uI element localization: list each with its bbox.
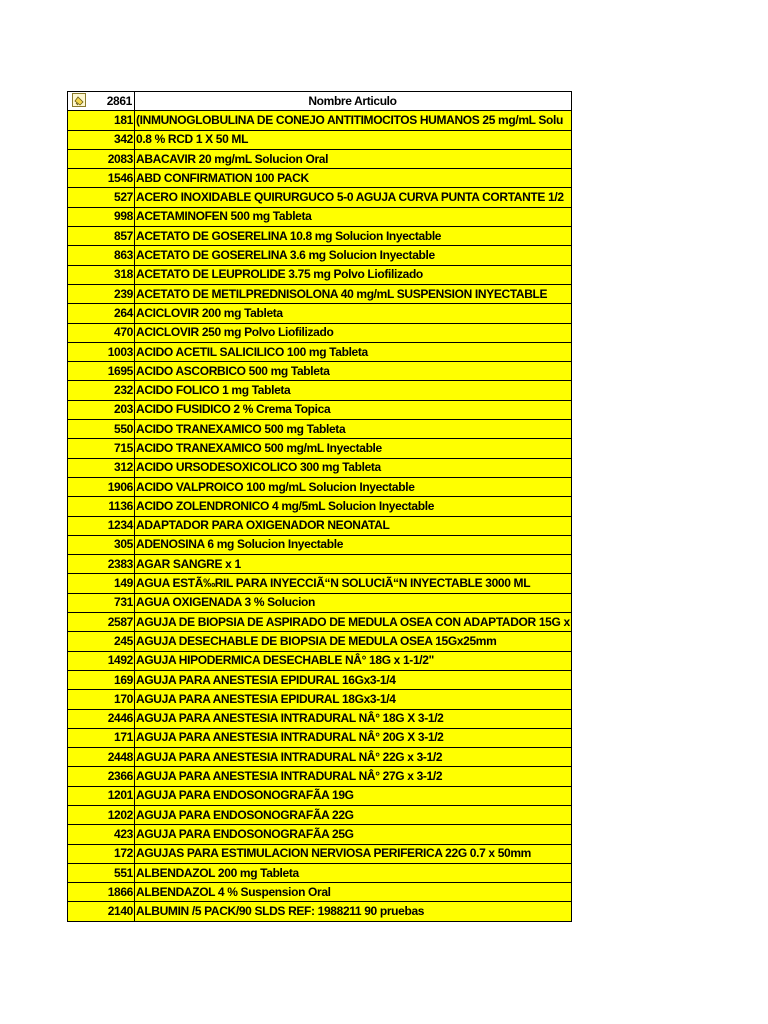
table-row bbox=[68, 516, 572, 535]
code-cell[interactable]: 1695 bbox=[68, 362, 135, 381]
code-cell[interactable]: 1003 bbox=[68, 342, 135, 361]
table-row bbox=[68, 786, 572, 805]
code-cell[interactable]: 342 bbox=[68, 130, 135, 149]
table-row bbox=[68, 284, 572, 303]
name-cell[interactable]: ACERO INOXIDABLE QUIRURGUCO 5-0 AGUJA CURVA PUNTA CORTANTE 1/2 bbox=[135, 188, 572, 207]
spreadsheet-table bbox=[67, 91, 572, 922]
name-cell[interactable]: ACICLOVIR 250 mg Polvo Liofilizado bbox=[135, 323, 572, 342]
code-cell[interactable]: 1546 bbox=[68, 169, 135, 188]
header-code-cell[interactable] bbox=[68, 92, 135, 111]
code-cell[interactable]: 470 bbox=[68, 323, 135, 342]
code-cell[interactable]: 1202 bbox=[68, 805, 135, 824]
code-cell[interactable]: 245 bbox=[68, 632, 135, 651]
table-row bbox=[68, 844, 572, 863]
error-check-icon[interactable] bbox=[72, 93, 86, 107]
code-cell[interactable]: 181 bbox=[68, 111, 135, 130]
name-cell[interactable]: ACICLOVIR 200 mg Tableta bbox=[135, 304, 572, 323]
code-cell[interactable]: 998 bbox=[68, 207, 135, 226]
name-cell[interactable]: (INMUNOGLOBULINA DE CONEJO ANTITIMOCITOS HUMANOS 25 mg/mL Solu bbox=[135, 111, 572, 130]
table-row bbox=[68, 149, 572, 168]
table-row bbox=[68, 227, 572, 246]
code-cell[interactable]: 264 bbox=[68, 304, 135, 323]
code-cell[interactable]: 857 bbox=[68, 227, 135, 246]
code-cell[interactable]: 1866 bbox=[68, 883, 135, 902]
name-cell[interactable]: ALBENDAZOL 200 mg Tableta bbox=[135, 863, 572, 882]
name-cell[interactable]: AGUJA PARA ANESTESIA INTRADURAL NÂ° 20G X 3-1/2 bbox=[135, 728, 572, 747]
table-row bbox=[68, 111, 572, 130]
name-cell[interactable]: AGAR SANGRE x 1 bbox=[135, 555, 572, 574]
table-row bbox=[68, 535, 572, 554]
name-cell[interactable]: ADAPTADOR PARA OXIGENADOR NEONATAL bbox=[135, 516, 572, 535]
code-cell[interactable]: 1906 bbox=[68, 477, 135, 496]
code-cell[interactable]: 715 bbox=[68, 439, 135, 458]
table-row bbox=[68, 690, 572, 709]
table-row bbox=[68, 632, 572, 651]
table-body bbox=[68, 111, 572, 921]
name-cell[interactable]: AGUJA PARA ENDOSONOGRAFÃA 25G bbox=[135, 825, 572, 844]
name-cell[interactable]: AGUJA DESECHABLE DE BIOPSIA DE MEDULA OSEA 15Gx25mm bbox=[135, 632, 572, 651]
table-row bbox=[68, 188, 572, 207]
name-cell[interactable]: AGUA ESTÃ‰RIL PARA INYECCIÃ“N SOLUCIÃ“N INYECTABLE 3000 ML bbox=[135, 574, 572, 593]
table-row bbox=[68, 439, 572, 458]
table-row bbox=[68, 477, 572, 496]
code-cell[interactable]: 2383 bbox=[68, 555, 135, 574]
header-row bbox=[68, 92, 572, 111]
table-row bbox=[68, 670, 572, 689]
table-row bbox=[68, 323, 572, 342]
code-cell[interactable]: 731 bbox=[68, 593, 135, 612]
table-row bbox=[68, 709, 572, 728]
name-cell[interactable]: AGUJA DE BIOPSIA DE ASPIRADO DE MEDULA OSEA CON ADAPTADOR 15G x bbox=[135, 613, 572, 632]
table-row bbox=[68, 825, 572, 844]
table-row bbox=[68, 902, 572, 921]
code-cell[interactable]: 149 bbox=[68, 574, 135, 593]
table-row bbox=[68, 748, 572, 767]
table-row bbox=[68, 420, 572, 439]
table-row bbox=[68, 381, 572, 400]
table-row bbox=[68, 593, 572, 612]
table-row bbox=[68, 805, 572, 824]
table-row bbox=[68, 458, 572, 477]
table-row bbox=[68, 207, 572, 226]
code-cell[interactable]: 171 bbox=[68, 728, 135, 747]
name-cell[interactable]: AGUJA PARA ENDOSONOGRAFÃA 22G bbox=[135, 805, 572, 824]
name-cell[interactable]: AGUJA PARA ANESTESIA INTRADURAL NÂ° 18G X 3-1/2 bbox=[135, 709, 572, 728]
table-row bbox=[68, 362, 572, 381]
name-cell[interactable]: ACIDO TRANEXAMICO 500 mg Tableta bbox=[135, 420, 572, 439]
table-row bbox=[68, 400, 572, 419]
code-cell[interactable]: 527 bbox=[68, 188, 135, 207]
code-cell[interactable]: 1492 bbox=[68, 651, 135, 670]
name-cell[interactable]: ADENOSINA 6 mg Solucion Inyectable bbox=[135, 535, 572, 554]
name-cell[interactable]: ACIDO TRANEXAMICO 500 mg/mL Inyectable bbox=[135, 439, 572, 458]
table-row bbox=[68, 613, 572, 632]
code-cell[interactable]: 551 bbox=[68, 863, 135, 882]
header-name-cell[interactable] bbox=[135, 92, 572, 111]
name-cell[interactable]: ACIDO ASCORBICO 500 mg Tableta bbox=[135, 362, 572, 381]
table-row bbox=[68, 574, 572, 593]
table-row bbox=[68, 651, 572, 670]
name-cell[interactable]: ACIDO ZOLENDRONICO 4 mg/5mL Solucion Inyectable bbox=[135, 497, 572, 516]
table-row bbox=[68, 130, 572, 149]
name-cell[interactable]: ACIDO URSODESOXICOLICO 300 mg Tableta bbox=[135, 458, 572, 477]
name-cell[interactable]: ACETATO DE GOSERELINA 3.6 mg Solucion Inyectable bbox=[135, 246, 572, 265]
header-name-label: Nombre Articulo bbox=[308, 93, 397, 108]
table-row bbox=[68, 169, 572, 188]
code-cell[interactable]: 203 bbox=[68, 400, 135, 419]
table-row bbox=[68, 342, 572, 361]
name-cell[interactable]: AGUJA HIPODERMICA DESECHABLE NÂ° 18G x 1-1/2" bbox=[135, 651, 572, 670]
code-cell[interactable]: 2083 bbox=[68, 149, 135, 168]
name-cell[interactable]: ACETATO DE GOSERELINA 10.8 mg Solucion Inyectable bbox=[135, 227, 572, 246]
table-row bbox=[68, 883, 572, 902]
code-cell[interactable]: 239 bbox=[68, 284, 135, 303]
name-cell[interactable]: ABD CONFIRMATION 100 PACK bbox=[135, 169, 572, 188]
code-cell[interactable]: 1201 bbox=[68, 786, 135, 805]
code-cell[interactable]: 312 bbox=[68, 458, 135, 477]
name-cell[interactable]: AGUJA PARA ANESTESIA EPIDURAL 16Gx3-1/4 bbox=[135, 670, 572, 689]
code-cell[interactable]: 2140 bbox=[68, 902, 135, 921]
name-cell[interactable]: AGUA OXIGENADA 3 % Solucion bbox=[135, 593, 572, 612]
name-cell[interactable]: ACETATO DE LEUPROLIDE 3.75 mg Polvo Liofilizado bbox=[135, 265, 572, 284]
name-cell[interactable]: AGUJA PARA ANESTESIA EPIDURAL 18Gx3-1/4 bbox=[135, 690, 572, 709]
name-cell[interactable]: ACIDO FUSIDICO 2 % Crema Topica bbox=[135, 400, 572, 419]
code-cell[interactable]: 318 bbox=[68, 265, 135, 284]
code-cell[interactable]: 305 bbox=[68, 535, 135, 554]
name-cell[interactable]: ALBUMIN /5 PACK/90 SLDS REF: 1988211 90 pruebas bbox=[135, 902, 572, 921]
table-row bbox=[68, 265, 572, 284]
code-cell[interactable]: 423 bbox=[68, 825, 135, 844]
table-row bbox=[68, 555, 572, 574]
code-cell[interactable]: 232 bbox=[68, 381, 135, 400]
name-cell[interactable]: AGUJA PARA ANESTESIA INTRADURAL NÂ° 27G x 3-1/2 bbox=[135, 767, 572, 786]
name-cell[interactable]: AGUJAS PARA ESTIMULACION NERVIOSA PERIFERICA 22G 0.7 x 50mm bbox=[135, 844, 572, 863]
name-cell[interactable]: AGUJA PARA ANESTESIA INTRADURAL NÂ° 22G x 3-1/2 bbox=[135, 748, 572, 767]
code-cell[interactable]: 2366 bbox=[68, 767, 135, 786]
name-cell[interactable]: ACIDO VALPROICO 100 mg/mL Solucion Inyectable bbox=[135, 477, 572, 496]
table-row bbox=[68, 497, 572, 516]
table-row bbox=[68, 728, 572, 747]
header-code-label: 2861 bbox=[106, 93, 132, 108]
table-row bbox=[68, 304, 572, 323]
code-cell[interactable]: 2446 bbox=[68, 709, 135, 728]
code-cell[interactable]: 169 bbox=[68, 670, 135, 689]
name-cell[interactable]: ACETATO DE METILPREDNISOLONA 40 mg/mL SUSPENSION INYECTABLE bbox=[135, 284, 572, 303]
name-cell[interactable]: ACIDO FOLICO 1 mg Tableta bbox=[135, 381, 572, 400]
name-cell[interactable]: ACETAMINOFEN 500 mg Tableta bbox=[135, 207, 572, 226]
name-cell[interactable]: ALBENDAZOL 4 % Suspension Oral bbox=[135, 883, 572, 902]
name-cell[interactable]: 0.8 % RCD 1 X 50 ML bbox=[135, 130, 572, 149]
code-cell[interactable]: 2448 bbox=[68, 748, 135, 767]
table-row bbox=[68, 863, 572, 882]
code-cell[interactable]: 170 bbox=[68, 690, 135, 709]
name-cell[interactable]: ACIDO ACETIL SALICILICO 100 mg Tableta bbox=[135, 342, 572, 361]
code-cell[interactable]: 1136 bbox=[68, 497, 135, 516]
code-cell[interactable]: 1234 bbox=[68, 516, 135, 535]
table-row bbox=[68, 767, 572, 786]
code-cell[interactable]: 2587 bbox=[68, 613, 135, 632]
code-cell[interactable]: 863 bbox=[68, 246, 135, 265]
code-cell[interactable]: 550 bbox=[68, 420, 135, 439]
code-cell[interactable]: 172 bbox=[68, 844, 135, 863]
name-cell[interactable]: AGUJA PARA ENDOSONOGRAFÃA 19G bbox=[135, 786, 572, 805]
name-cell[interactable]: ABACAVIR 20 mg/mL Solucion Oral bbox=[135, 149, 572, 168]
table-row bbox=[68, 246, 572, 265]
